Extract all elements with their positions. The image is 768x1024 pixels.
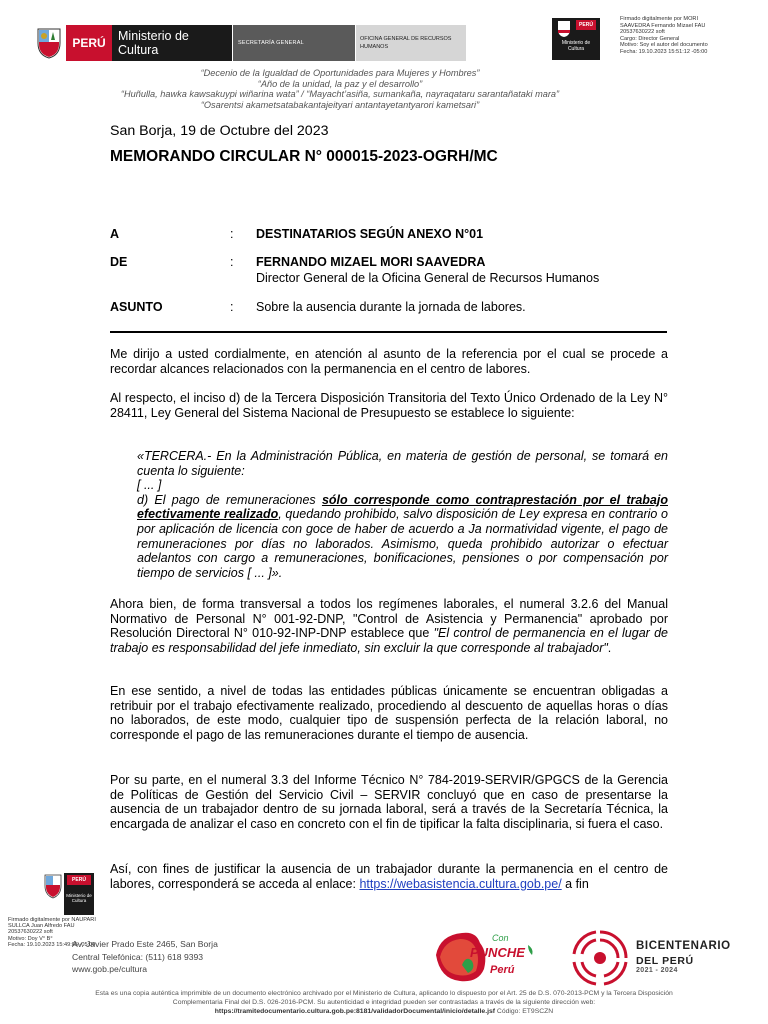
field-asunto-value: Sobre la ausencia durante la jornada de labores. bbox=[256, 300, 526, 314]
peru-brand-block: PERÚ bbox=[66, 25, 112, 61]
paragraph-1: Me dirijo a usted cordialmente, en atención al asunto de la referencia por el cual se procede a recordar alcances relacionados con la permanencia en el centro de labores. bbox=[110, 347, 668, 376]
field-de-label: DE bbox=[110, 255, 128, 269]
field-a-value: DESTINATARIOS SEGÚN ANEXO N°01 bbox=[256, 227, 484, 241]
address-line: Av. Javier Prado Este 2465, San Borja bbox=[72, 939, 218, 949]
validation-code: Código: ET9SCZN bbox=[495, 1007, 554, 1015]
field-de-title: Director General de la Oficina General de Recursos Humanos bbox=[256, 271, 600, 285]
note-line-2: Complementaria Final del D.S. 026-2016-PCM. Su autenticidad e integridad pueden ser contrastadas a través de la siguiente dirección web: bbox=[172, 998, 596, 1006]
paragraph-3-start: Ahora bien, de forma transversal a todos los regímenes laborales, el numeral 3.2.6 del Manual Normativo de Personal N° 001-92-DNP, "Control de Asistencia y Permanencia" aprobado por Resolución Directoral N° 010-92-INP-DNP establece que bbox=[110, 597, 668, 641]
paragraph-2: Al respecto, el inciso d) de la Tercera Disposición Transitoria del Texto Único Ordenado de la Ley N° 28411, Ley General del Sistema Nacional de Presupuesto se establece lo siguiente: bbox=[110, 391, 668, 420]
field-de-name: FERNANDO MIZAEL MORI SAAVEDRA bbox=[256, 255, 486, 269]
signature-line: 20537630222 soft bbox=[8, 929, 53, 936]
paragraph-4: En ese sentido, a nivel de todas las entidades públicas únicamente se encuentran obligadas a retribuir por el trabajo efectivamente realizado, procediendo al descuento de aquellas horas o días no laborados, de este modo, cualquier tipo de suspensión perfecta de la relación laboral, no corresponde el pago de las remuneraciones durante el tiempo de ausencia. bbox=[110, 684, 668, 742]
signature-line: 20537630222 soft bbox=[620, 29, 665, 36]
signature-line: Firmado digitalmente por MORI bbox=[620, 16, 699, 22]
field-a-colon: : bbox=[230, 227, 234, 241]
bicentenario-subtitle: DEL PERÚ bbox=[636, 955, 694, 967]
footer-coat-of-arms-icon bbox=[42, 873, 64, 899]
document-date: San Borja, 19 de Octubre del 2023 bbox=[110, 123, 329, 139]
decenio-line: “Decenio de la Igualdad de Oportunidades para Mujeres y Hombres” bbox=[200, 68, 480, 78]
field-asunto-colon: : bbox=[230, 300, 234, 314]
paragraph-3-end: . bbox=[607, 640, 612, 655]
authenticity-note bbox=[60, 990, 708, 1016]
decenio-line: “Osarentsi akametsatabakantajeityari antantayetantyarori kametsari” bbox=[200, 99, 480, 110]
field-de-colon: : bbox=[230, 255, 234, 269]
address-line: Central Telefónica: (511) 618 9393 bbox=[72, 951, 204, 962]
signature-line: Cargo: Director General bbox=[620, 35, 680, 42]
signature-line: Motivo: Doy V° B° bbox=[8, 935, 53, 942]
quote-block bbox=[137, 449, 668, 580]
punche-main-text: PUNCHE bbox=[470, 945, 525, 960]
field-asunto-label: ASUNTO bbox=[110, 300, 163, 314]
signature-logo-ministry: Ministerio de Cultura bbox=[561, 40, 591, 52]
secretaria-general-block: SECRETARÍA GENERAL bbox=[233, 25, 355, 61]
signature-line: SAAVEDRA Fernando Mizael FAU bbox=[620, 22, 706, 29]
paragraph-3-quote: "El control de permanencia en el lugar de trabajo es responsabilidad del jefe inmediato, sin excluir la que corresponde al trabajador" bbox=[110, 626, 668, 655]
website-link[interactable]: www.gob.pe/cultura bbox=[72, 964, 147, 974]
decenio-line: “Año de la unidad, la paz y el desarrollo” bbox=[257, 78, 423, 89]
quote-d-rest: , quedando prohibido, salvo disposición de Ley expresa en contrario o por aplicación de licencia con goce de haber de acuerdo a Ja normatividad vigente, el pago de remuneraciones por días no laborados. Asimismo, queda prohibido autorizar o efectuar adelantos con cargo a remuneraciones, bonificaciones, pensiones o por compensación por tiempo de servicios [ ... ]». bbox=[137, 507, 668, 580]
signature-shield-icon bbox=[556, 20, 572, 38]
bicentenario-title: BICENTENARIO bbox=[636, 940, 731, 952]
paragraph-6 bbox=[110, 862, 668, 891]
header-divider bbox=[110, 331, 667, 333]
signature-line: Fecha: 19.10.2023 15:51:12 -05:00 bbox=[620, 48, 708, 55]
footer-logo-peru: PERÚ bbox=[67, 875, 91, 885]
footer-logo-ministry: Ministerio de Cultura bbox=[66, 893, 92, 903]
decenio-block bbox=[100, 68, 580, 110]
bicentenario-emblem-icon bbox=[570, 928, 630, 988]
note-line-3 bbox=[60, 1008, 708, 1017]
quote-d-start: d) El pago de remuneraciones bbox=[137, 492, 322, 507]
footer-address bbox=[72, 938, 218, 976]
peru-coat-of-arms-icon bbox=[34, 27, 64, 59]
quote-d-emphasis: sólo corresponde como contraprestación por el trabajo efectivamente realizado bbox=[137, 492, 668, 522]
quote-item-d bbox=[137, 493, 668, 581]
signature-line: Fecha: 19.10.2023 15:49:05 -05:00 bbox=[8, 941, 96, 948]
webasistencia-link[interactable]: https://webasistencia.cultura.gob.pe/ bbox=[359, 876, 562, 891]
bicentenario-years: 2021 - 2024 bbox=[636, 967, 678, 974]
signature-line: SULLCA Juan Alfredo FAU bbox=[8, 923, 75, 930]
signature-logo-peru: PERÚ bbox=[576, 20, 596, 30]
office-line-2: HUMANOS bbox=[360, 44, 389, 50]
signature-logo bbox=[552, 18, 600, 60]
punche-con-text: Con bbox=[492, 933, 509, 943]
signature-line: Firmado digitalmente por NAUPARI bbox=[8, 917, 96, 923]
paragraph-6-start: Así, con fines de justificar la ausencia de un trabajador durante la permanencia en el centro de labores, corresponderá se acceda al enlace: bbox=[110, 862, 668, 891]
office-block bbox=[356, 25, 466, 61]
quote-ellipsis: [ ... ] bbox=[137, 478, 162, 493]
validation-url-link[interactable]: https://tramitedocumentario.cultura.gob.pe:8181/validadorDocumental/inicio/detalle.jsf bbox=[214, 1007, 496, 1015]
footer-ministry-logo bbox=[64, 873, 94, 915]
paragraph-6-end: a fin bbox=[561, 876, 589, 891]
field-a-label: A bbox=[110, 227, 120, 241]
quote-line-1: «TERCERA.- En la Administración Pública, en materia de gestión de personal, se tomará en cuenta lo siguiente: bbox=[137, 449, 668, 478]
con-punche-peru-logo bbox=[432, 925, 542, 985]
office-line-1: OFICINA GENERAL DE RECURSOS bbox=[360, 36, 452, 42]
digital-signature-top bbox=[620, 16, 766, 56]
ministry-brand-block: Ministerio de Cultura bbox=[112, 25, 232, 61]
punche-peru-text: Perú bbox=[490, 964, 515, 976]
paragraph-3 bbox=[110, 597, 668, 655]
note-line-1: Esta es una copia auténtica imprimible de un documento electrónico archivado por el Ministerio de Cultura, aplicando lo dispuesto por el Art. 25 de D.S. 070-2013-PCM y la Tercera Disposición bbox=[95, 990, 673, 997]
memo-title: MEMORANDO CIRCULAR N° 000015-2023-OGRH/MC bbox=[110, 148, 498, 165]
decenio-line: “Huñulla, hawka kawsakuypi wiñarina wata” / “Mayacht’asiña, sumankaña, nayraqataru sarantañataki mara” bbox=[120, 89, 560, 100]
signature-line: Motivo: Soy el autor del documento bbox=[620, 42, 708, 49]
paragraph-5: Por su parte, en el numeral 3.3 del Informe Técnico N° 784-2019-SERVIR/GPGCS de la Gerencia de Políticas de Gestión del Servicio Civil – SERVIR concluyó que en caso de presentarse la ausencia de un trabajador dentro de su jornada laboral, será a través de la Secretaría Técnica, la encargada de analizar el caso en concreto con el fin de tipificar la falta disciplinaria, si fuera el caso. bbox=[110, 773, 668, 831]
